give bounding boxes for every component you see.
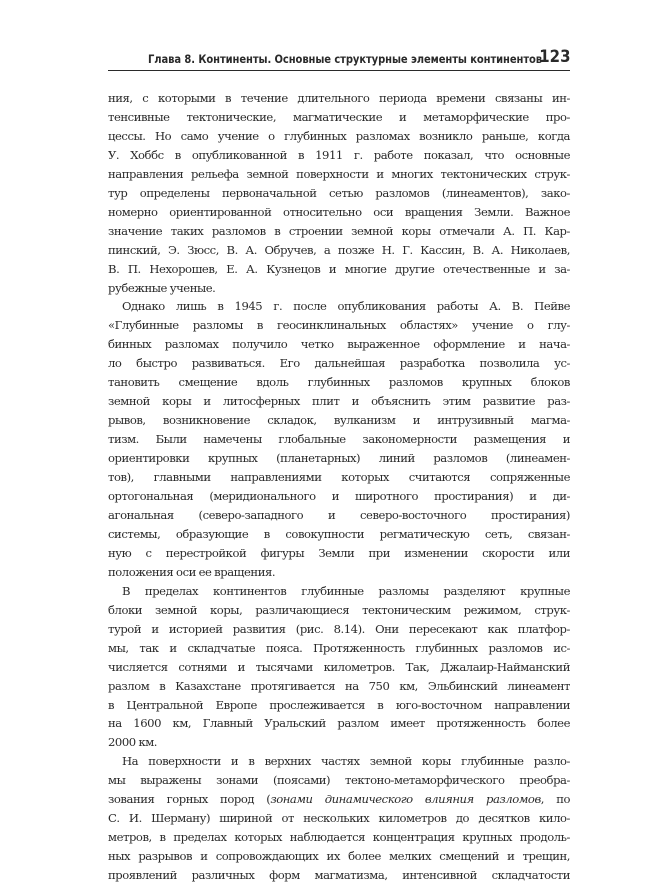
text-line: значение таких разломов в строении земной коры отмечали А. П. Кар-: [108, 223, 570, 238]
text-line: пинский, Э. Зюсс, В. А. Обручев, а позже Н. Г. Кассин, В. А. Николаев,: [108, 242, 570, 257]
text-fragment: , по: [540, 792, 570, 807]
paragraph-3: [108, 582, 570, 753]
body-text: [108, 89, 570, 885]
text-line: метров, в пределах которых наблюдается концентрация крупных продоль-: [108, 830, 570, 845]
text-line: проявлений различных форм магматизма, интенсивной складчатости: [108, 868, 570, 883]
text-line: цессы. Но само учение о глубинных разломах возникло раньше, когда: [108, 128, 570, 143]
text-line: На поверхности и в верхних частях земной коры глубинные разло-: [122, 754, 570, 769]
paragraph-1: [108, 89, 570, 297]
text-line: Однако лишь в 1945 г. после опубликования работы А. В. Пейве: [122, 299, 570, 314]
text-line: на 1600 км, Главный Уральский разлом имеет протяженность более: [108, 716, 570, 731]
text-line: тизм. Были намечены глобальные закономерности размещения и: [108, 432, 570, 447]
text-line: мы выражены зонами (поясами) тектоно-метаморфического преобра-: [108, 773, 570, 788]
text-fragment: зования горных пород (: [108, 792, 271, 807]
text-line: В пределах континентов глубинные разломы разделяют крупные: [122, 583, 570, 598]
text-line: В. П. Нехорошев, Е. А. Кузнецов и многие другие отечественные и за-: [108, 261, 570, 276]
text-line: ло быстро развиваться. Его дальнейшая разработка позволила ус-: [108, 356, 570, 371]
chapter-title: Глава 8. Континенты. Основные структурные элементы континентов: [148, 52, 543, 66]
text-line: бинных разломах получило четко выраженное оформление и нача-: [108, 337, 570, 352]
text-line: ния, с которыми в течение длительного периода времени связаны ин-: [108, 91, 570, 105]
text-line: системы, образующие в совокупности регматическую сеть, связан-: [108, 526, 570, 541]
paragraph-4: [108, 752, 570, 885]
text-line: рубежные ученые.: [108, 280, 216, 295]
text-line: тановить смещение вдоль глубинных разломов крупных блоков: [108, 375, 570, 390]
text-line: земной коры и литосферных плит и объяснить этим развитие раз-: [108, 394, 570, 409]
text-line: «Глубинные разломы в геосинклинальных областях» учение о глу-: [108, 318, 570, 333]
text-line: У. Хоббс в опубликованной в 1911 г. работе показал, что основные: [108, 147, 570, 162]
italic-term: зонами динамического влияния разломов: [270, 792, 541, 807]
text-line: тенсивные тектонические, магматические и метаморфические про-: [108, 109, 570, 124]
text-line: агональная (северо-западного и северо-восточного простирания): [108, 507, 570, 522]
text-line: мы, так и складчатые пояса. Протяженность глубинных разломов ис-: [108, 640, 570, 655]
text-line: 2000 км.: [108, 735, 158, 750]
text-line: С. И. Шерману) шириной от нескольких километров до десятков кило-: [108, 811, 570, 826]
text-line: направления рельефа земной поверхности и многих тектонических струк-: [108, 166, 570, 181]
text-line: ную с перестройкой фигуры Земли при изменении скорости или: [108, 545, 570, 560]
text-line: ных разрывов и сопровождающих их более мелких смещений и трещин,: [108, 849, 570, 864]
text-line: разлом в Казахстане протягивается на 750 км, Эльбинский линеамент: [108, 678, 570, 693]
text-line: тур определены первоначальной сетью разломов (линеаментов), зако-: [108, 185, 570, 200]
page-number: 123: [538, 47, 570, 67]
text-line: тов), главными направлениями которых считаются сопряженные: [108, 470, 570, 485]
text-line: положения оси ее вращения.: [108, 564, 276, 579]
paragraph-2: [108, 297, 570, 581]
running-header: [108, 44, 570, 71]
text-line: в Центральной Европе прослеживается в юго-восточном направлении: [108, 697, 570, 712]
text-line: ортогональная (меридионального и широтного простирания) и ди-: [108, 489, 570, 504]
text-line: рывов, возникновение складок, вулканизм и интрузивный магма-: [108, 413, 570, 428]
text-line: турой и историей развития (рис. 8.14). Они пересекают как платфор-: [108, 621, 570, 636]
text-line-with-italic: [108, 790, 570, 809]
text-line: числяется сотнями и тысячами километров. Так, Джалаир-Найманский: [108, 659, 570, 674]
text-line: блоки земной коры, различающиеся тектоническим режимом, струк-: [108, 602, 570, 617]
text-line: ориентировки крупных (планетарных) линий разломов (линеамен-: [108, 451, 570, 466]
text-line: номерно ориентированной относительно оси вращения Земли. Важное: [108, 204, 570, 219]
